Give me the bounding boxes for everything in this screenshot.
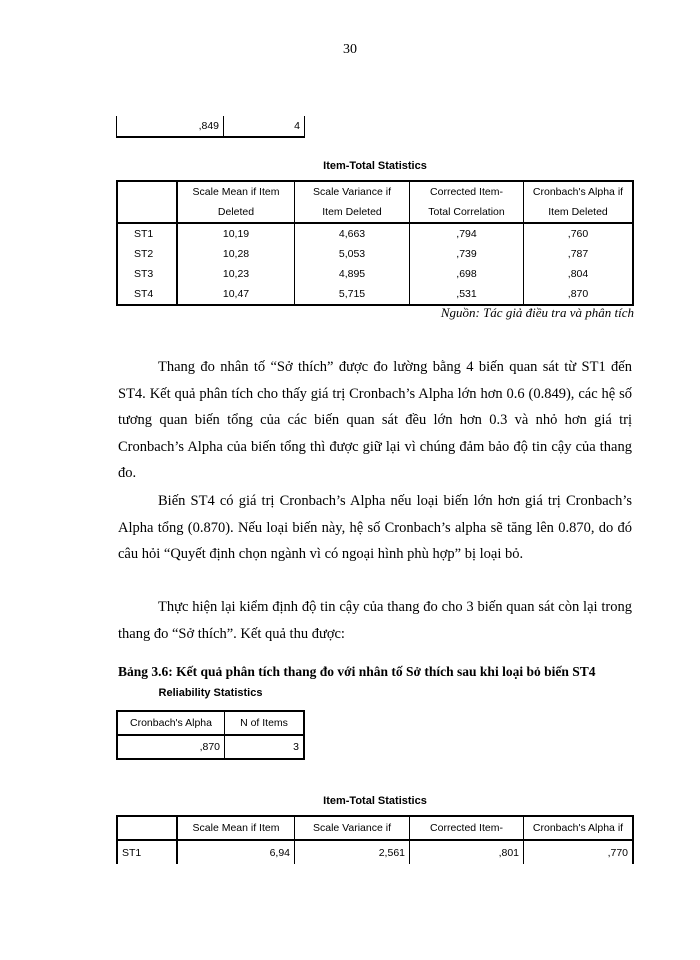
cell-variance: 5,053: [295, 244, 410, 264]
cell-correlation: ,801: [410, 840, 524, 864]
paragraph-text: Thực hiện lại kiểm định độ tin cậy của thang đo cho 3 biến quan sát còn lại trong thang đo “Sở thích”. Kết quả thu được:: [118, 599, 632, 642]
header-scale-variance: [295, 181, 410, 223]
alpha-value: ,849: [117, 116, 224, 137]
header-corrected-item: Corrected Item-: [410, 816, 524, 840]
cell-variance: 5,715: [295, 284, 410, 305]
cell-correlation: ,794: [410, 223, 524, 244]
header-line: Deleted: [217, 206, 255, 218]
table-header-row: [117, 711, 304, 735]
page-number: 30: [343, 42, 357, 57]
cell-correlation: ,531: [410, 284, 524, 305]
item-total-title-2: Item-Total Statistics: [323, 795, 427, 807]
cell-alpha: ,760: [567, 228, 589, 240]
cell-mean: 10,19: [177, 223, 295, 244]
cell-mean: 10,47: [177, 284, 295, 305]
header-empty-cell: [117, 816, 177, 840]
header-scale-mean: [177, 181, 295, 223]
alpha-value: ,870: [117, 735, 225, 759]
paragraph-1: [118, 354, 632, 487]
row-label: ST2: [117, 244, 177, 264]
cell-mean: 6,94: [177, 840, 295, 864]
reliability-title: Reliability Statistics: [158, 687, 263, 699]
header-line: Item Deleted: [548, 206, 608, 218]
table-row: [117, 840, 633, 864]
header-alpha-if-deleted: Cronbach's Alpha if: [532, 822, 624, 834]
header-n-items: N of Items: [240, 717, 288, 729]
cell-alpha: ,870: [567, 288, 589, 300]
paragraph-3: [118, 594, 632, 647]
source-note: Nguồn: Tác giả điều tra và phân tích: [440, 305, 634, 320]
n-items-value: 3: [293, 741, 299, 753]
row-label: ST4: [117, 284, 177, 305]
item-total-table: [116, 180, 634, 306]
cell-correlation: ,698: [410, 264, 524, 284]
cell-variance: 2,561: [295, 840, 410, 864]
table-header-row: [117, 816, 633, 840]
cell-alpha: ,804: [567, 268, 589, 280]
paragraph-2: [118, 488, 632, 568]
reliability-table-partial: [116, 116, 305, 138]
header-line: Total Correlation: [428, 206, 505, 218]
paragraph-text: Biến ST4 có giá trị Cronbach’s Alpha nếu loại biến lớn hơn giá trị Cronbach’s Alpha tổng (0.870). Nếu loại biến này, hệ số Cronbach’s alpha sẽ tăng lên 0.870, do đó câu hỏi “Quyết định chọn ngành vì có ngoại hình phù hợp” bị loại bỏ.: [118, 493, 632, 562]
table-row: [117, 244, 633, 264]
cell-mean: 10,23: [177, 264, 295, 284]
table-row: [117, 223, 633, 244]
table-header-row: [117, 181, 633, 223]
header-corrected-item: [410, 181, 524, 223]
table-row: [117, 735, 304, 759]
table-row: [117, 264, 633, 284]
reliability-table: [116, 710, 305, 760]
header-line: Cronbach's Alpha if: [532, 186, 624, 198]
header-empty-cell: [117, 181, 177, 223]
header-scale-variance: Scale Variance if: [295, 816, 410, 840]
header-line: Item Deleted: [322, 206, 382, 218]
cell-variance: 4,663: [295, 223, 410, 244]
row-label: ST1: [117, 840, 177, 864]
header-alpha-if-deleted: [524, 181, 634, 223]
cell-correlation: ,739: [410, 244, 524, 264]
cell-mean: 10,28: [177, 244, 295, 264]
header-scale-mean: Scale Mean if Item: [177, 816, 295, 840]
cell-alpha: ,787: [567, 248, 589, 260]
header-cronbach-alpha: Cronbach's Alpha: [117, 711, 225, 735]
item-total-table-2: [116, 815, 634, 864]
header-line: Scale Mean if Item: [192, 186, 280, 198]
cell-variance: 4,895: [295, 264, 410, 284]
header-line: Scale Variance if: [312, 186, 391, 198]
paragraph-text: Thang đo nhân tố “Sở thích” được đo lường bằng 4 biến quan sát từ ST1 đến ST4. Kết quả phân tích cho thấy giá trị Cronbach’s Alpha lớn hơn 0.6 (0.849), các hệ số tương quan biến tổng của các biến quan sát đều lớn hơn 0.3 và nhỏ hơn giá trị Cronbach’s Alpha của biến tổng thì được giữ lại vì chúng đảm bảo độ tin cậy của thang đo.: [118, 359, 632, 481]
table-row: [117, 284, 633, 305]
table-caption: Bảng 3.6: Kết quả phân tích thang đo với nhân tố Sở thích sau khi loại bỏ biến ST4: [118, 664, 596, 679]
row-label: ST1: [117, 223, 177, 244]
row-label: ST3: [117, 264, 177, 284]
cell-alpha: ,770: [607, 846, 628, 859]
header-line: Corrected Item-: [430, 186, 503, 198]
n-items-value: 4: [294, 120, 300, 132]
item-total-title: Item-Total Statistics: [323, 160, 427, 172]
